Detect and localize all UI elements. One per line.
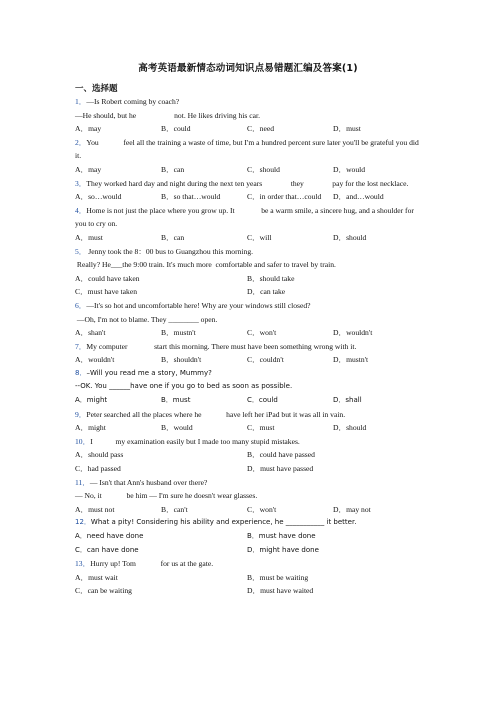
answer-options — [75, 584, 420, 598]
answer-options — [75, 122, 420, 136]
option-a[interactable]: A．must wait — [75, 572, 118, 582]
option-d[interactable]: D．might have done — [247, 545, 319, 554]
option-d[interactable]: D．must have passed — [247, 464, 314, 474]
question-stem: –Will you read me a story, Mummy? — [86, 368, 212, 377]
question-stem: My computer start this morning. There must have been something wrong with it. — [86, 341, 357, 351]
option-c[interactable]: C．can be waiting — [75, 586, 132, 596]
option-a[interactable]: A．need have done — [75, 532, 144, 540]
answer-options — [75, 163, 420, 177]
option-a[interactable]: A．may — [75, 124, 102, 134]
option-b[interactable]: B．so that…would — [161, 192, 221, 202]
option-b[interactable]: B．would — [161, 423, 193, 433]
option-b[interactable]: B．can — [161, 232, 185, 242]
option-c[interactable]: C．won't — [247, 504, 277, 514]
option-a[interactable]: A．may — [75, 164, 102, 174]
question-stem: —He should, but he not. He likes driving his car. — [75, 110, 260, 120]
option-b[interactable]: B．could have passed — [247, 450, 315, 460]
answer-options — [75, 503, 420, 517]
question-number: 2． — [75, 137, 87, 147]
option-c[interactable]: C．in order that…could — [247, 192, 322, 202]
option-d[interactable]: D．mustn't — [333, 355, 369, 365]
question-number: 12． — [75, 518, 91, 527]
question-12 — [75, 516, 420, 557]
question-stem: —It's so hot and uncomfortable here! Why are your windows still closed? — [86, 300, 311, 310]
option-a[interactable]: A．might — [75, 423, 106, 433]
answer-options — [75, 285, 420, 299]
question-number: 11． — [75, 477, 90, 487]
question-13 — [75, 557, 420, 598]
answer-options — [75, 394, 420, 408]
option-c[interactable]: C．must — [247, 423, 275, 433]
option-c[interactable]: C．couldn't — [247, 355, 284, 365]
option-d[interactable]: D．must — [333, 124, 361, 134]
page-title: 高考英语最新情态动词知识点易错题汇编及答案(1) — [138, 63, 358, 74]
option-c[interactable]: C．should — [247, 164, 280, 174]
option-b[interactable]: B．can't — [161, 504, 188, 514]
question-number: 3． — [75, 178, 87, 188]
option-d[interactable]: D．would — [333, 164, 366, 174]
option-b[interactable]: B．mustn't — [161, 328, 196, 338]
option-c[interactable]: C．could — [247, 396, 278, 405]
question-6 — [75, 299, 420, 340]
question-2 — [75, 136, 420, 177]
question-stem: Home is not just the place where you grow up. It be a warm smile, a sincere hug, and a shoulder for you to cry on. — [75, 205, 416, 229]
question-number: 9． — [75, 409, 87, 419]
question-8 — [75, 367, 420, 408]
answer-options — [75, 353, 420, 367]
question-stem: —Oh, I'm not to blame. They ________ open. — [75, 314, 218, 324]
question-stem: What a pity! Considering his ability and experience, he ___________ it better. — [90, 518, 357, 527]
section-heading: 一、选择题 — [75, 84, 118, 94]
option-b[interactable]: B．can — [161, 164, 185, 174]
answer-options — [75, 462, 420, 476]
answer-options — [75, 544, 420, 558]
question-number: 6． — [75, 300, 87, 310]
option-b[interactable]: B．must be waiting — [247, 572, 309, 582]
option-a[interactable]: A．might — [75, 396, 108, 405]
option-a[interactable]: A．wouldn't — [75, 355, 115, 365]
answer-options — [75, 448, 420, 462]
option-a[interactable]: A．must not — [75, 504, 115, 514]
question-3 — [75, 177, 420, 204]
option-a[interactable]: A．could have taken — [75, 273, 140, 283]
option-d[interactable]: D．can take — [247, 287, 286, 297]
question-stem: —Is Robert coming by coach? — [86, 97, 180, 106]
question-stem: They worked hard day and night during the next ten years they pay for the lost necklace. — [86, 178, 409, 188]
question-number: 13． — [75, 559, 91, 569]
option-c[interactable]: C．will — [247, 232, 272, 242]
question-stem: Peter searched all the places where he have left her iPad but it was all in vain. — [86, 409, 346, 419]
option-c[interactable]: C．can have done — [75, 545, 139, 554]
option-a[interactable]: A．shan't — [75, 328, 106, 338]
option-d[interactable]: D．should — [333, 423, 367, 433]
option-c[interactable]: C．had passed — [75, 464, 121, 474]
answer-options — [75, 571, 420, 585]
question-stem: I my examination easily but I made too many stupid mistakes. — [90, 436, 300, 446]
option-b[interactable]: B．could — [161, 124, 191, 134]
question-number: 5． — [75, 246, 87, 256]
question-number: 4． — [75, 205, 87, 215]
option-b[interactable]: B．shouldn't — [161, 355, 202, 365]
question-10 — [75, 435, 420, 476]
question-number: 7． — [75, 341, 87, 351]
answer-options — [75, 231, 420, 245]
question-stem: Hurry up! Tom for us at the gate. — [90, 559, 214, 569]
option-c[interactable]: C．won't — [247, 328, 277, 338]
option-b[interactable]: B．must have done — [247, 532, 316, 540]
question-7 — [75, 340, 420, 367]
answer-options — [75, 272, 420, 286]
option-d[interactable]: D．must have waited — [247, 586, 314, 596]
question-4 — [75, 204, 420, 245]
question-stem: Jenny took the 8：00 bus to Guangzhou this morning. — [86, 246, 254, 256]
option-c[interactable]: C．need — [247, 124, 274, 134]
question-stem: Really? He___the 9:00 train. It's much more comfortable and safer to travel by train. — [75, 260, 336, 270]
question-stem: You feel all the training a waste of time, but I'm a hundred percent sure later you'll be grateful you did it. — [75, 137, 421, 161]
option-b[interactable]: B．should take — [247, 273, 295, 283]
answer-options — [75, 326, 420, 340]
option-a[interactable]: A．must — [75, 232, 103, 242]
question-stem: — No, it be him — I'm sure he doesn't wear glasses. — [75, 491, 258, 501]
option-b[interactable]: B．must — [161, 396, 191, 405]
question-stem: --OK. You ______have one if you go to bed as soon as possible. — [75, 382, 293, 391]
option-d[interactable]: D．may not — [333, 504, 371, 514]
option-a[interactable]: A．should pass — [75, 450, 124, 460]
question-number: 1． — [75, 97, 87, 106]
option-d[interactable]: D．shall — [333, 396, 362, 405]
question-number: 10． — [75, 436, 91, 446]
option-a[interactable]: A．so…would — [75, 192, 122, 202]
option-d[interactable]: D．wouldn't — [333, 328, 373, 338]
option-d[interactable]: D．should — [333, 232, 367, 242]
question-1 — [75, 95, 420, 136]
question-11 — [75, 476, 420, 517]
option-d[interactable]: D．and…would — [333, 192, 384, 202]
answer-options — [75, 190, 420, 204]
question-5 — [75, 245, 420, 299]
option-c[interactable]: C．must have taken — [75, 287, 138, 297]
answer-options — [75, 530, 420, 544]
question-stem: — Isn't that Ann's husband over there? — [89, 477, 208, 487]
question-list — [75, 95, 420, 598]
answer-options — [75, 421, 420, 435]
question-9 — [75, 408, 420, 435]
question-number: 8． — [75, 368, 87, 377]
